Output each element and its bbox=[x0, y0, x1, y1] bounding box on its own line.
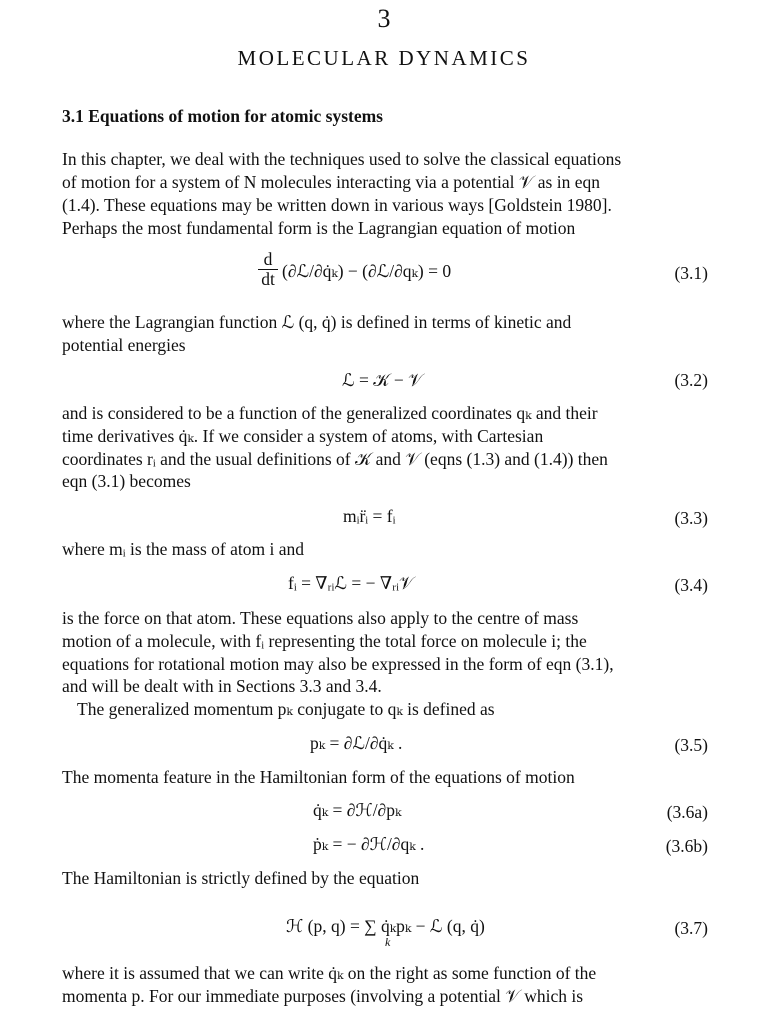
derivative-fraction bbox=[258, 250, 278, 288]
chapter-number: 3 bbox=[377, 4, 391, 33]
text-line: is the force on that atom. These equations also apply to the centre of mass bbox=[62, 608, 579, 628]
text-line: potential energies bbox=[62, 335, 186, 355]
text-line: The momenta feature in the Hamiltonian form of the equations of motion bbox=[62, 767, 575, 787]
equation-number: (3.5) bbox=[674, 735, 708, 755]
equation-3-2: ℒ = 𝒦 − 𝒱 bbox=[342, 370, 423, 390]
equation-number: (3.6a) bbox=[666, 802, 708, 822]
equation-3-5: pₖ = ∂ℒ/∂q̇ₖ . bbox=[310, 733, 403, 753]
text-line: Perhaps the most fundamental form is the Lagrangian equation of motion bbox=[62, 218, 576, 238]
equation-number: (3.2) bbox=[674, 370, 708, 390]
equation-number: (3.3) bbox=[674, 508, 708, 528]
equation-3-3: mᵢr̈ᵢ = fᵢ bbox=[343, 506, 396, 526]
section-heading: 3.1 Equations of motion for atomic systems bbox=[62, 106, 383, 126]
text-line: (1.4). These equations may be written down in various ways [Goldstein 1980]. bbox=[62, 195, 612, 215]
text-line: equations for rotational motion may also be expressed in the form of eqn (3.1), bbox=[62, 654, 614, 674]
text-line: momenta p. For our immediate purposes (involving a potential 𝒱 which is bbox=[62, 986, 584, 1006]
text-line: of motion for a system of N molecules interacting via a potential 𝒱 as in eqn bbox=[62, 172, 600, 192]
equation-3-4: fᵢ = ∇ᵣᵢℒ = − ∇ᵣᵢ𝒱 bbox=[288, 573, 414, 593]
equation-number: (3.1) bbox=[674, 263, 708, 283]
text-line: coordinates rᵢ and the usual definitions of 𝒦 and 𝒱 (eqns (1.3) and (1.4)) then bbox=[62, 449, 608, 469]
fraction-denominator: dt bbox=[258, 269, 278, 288]
text-line: motion of a molecule, with fᵢ representing the total force on molecule i; the bbox=[62, 631, 587, 651]
fraction-numerator: d bbox=[263, 249, 273, 269]
text-line: where mᵢ is the mass of atom i and bbox=[62, 539, 304, 559]
text-line: and is considered to be a function of the generalized coordinates qₖ and their bbox=[62, 403, 598, 423]
text-line: The Hamiltonian is strictly defined by the equation bbox=[62, 868, 420, 888]
text-line: In this chapter, we deal with the techniques used to solve the classical equations bbox=[62, 149, 622, 169]
equation-3-6a: q̇ₖ = ∂ℋ/∂pₖ bbox=[313, 800, 402, 820]
text-line: eqn (3.1) becomes bbox=[62, 471, 191, 491]
text-line: The generalized momentum pₖ conjugate to qₖ is defined as bbox=[77, 699, 495, 719]
chapter-title: MOLECULAR DYNAMICS bbox=[237, 46, 531, 70]
equation-number: (3.6b) bbox=[665, 836, 708, 856]
summation-index: k bbox=[385, 935, 391, 949]
equation-number: (3.4) bbox=[674, 575, 708, 595]
equation-number: (3.7) bbox=[674, 918, 708, 938]
equation-3-1: (∂ℒ/∂q̇ₖ) − (∂ℒ/∂qₖ) = 0 bbox=[282, 261, 452, 281]
text-line: where the Lagrangian function ℒ (q, q̇) is defined in terms of kinetic and bbox=[62, 312, 572, 332]
equation-3-6b: ṗₖ = − ∂ℋ/∂qₖ . bbox=[313, 834, 425, 854]
equation-3-7: ℋ (p, q) = ∑ q̇ₖpₖ − ℒ (q, q̇) bbox=[286, 916, 485, 936]
text-line: and will be dealt with in Sections 3.3 and 3.4. bbox=[62, 676, 382, 696]
text-line: time derivatives q̇ₖ. If we consider a system of atoms, with Cartesian bbox=[62, 426, 544, 446]
text-line: where it is assumed that we can write q̇ₖ on the right as some function of the bbox=[62, 963, 597, 983]
